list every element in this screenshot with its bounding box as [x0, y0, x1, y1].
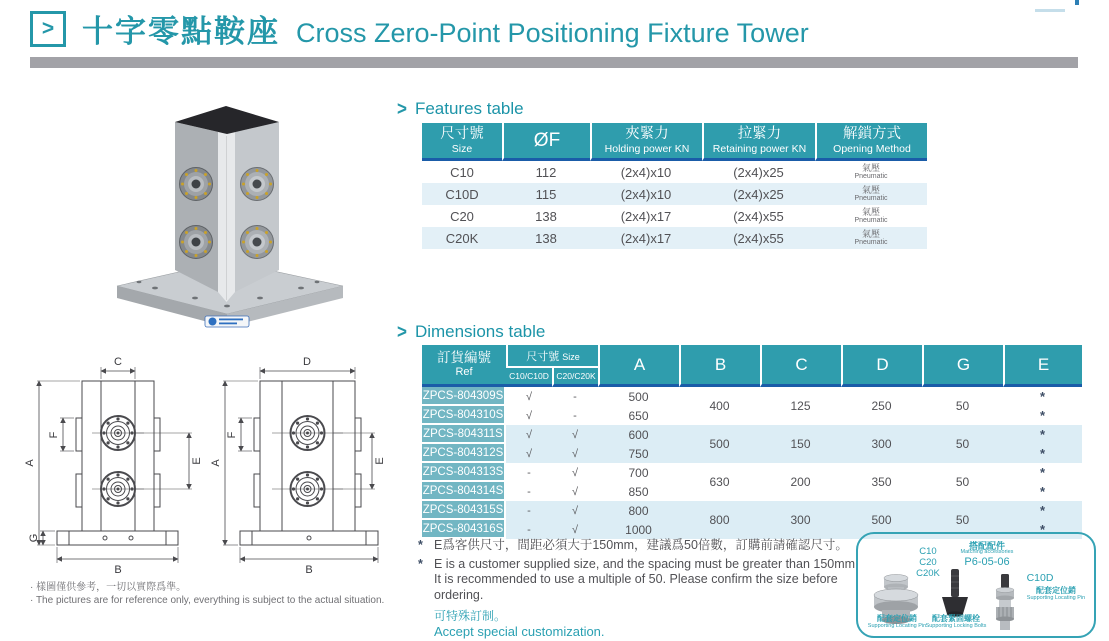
table-row	[422, 425, 1082, 444]
table-row	[422, 205, 927, 227]
dim-label-f: F	[226, 431, 238, 439]
cell-c20: √	[552, 520, 598, 539]
cell-a: 850	[598, 482, 679, 501]
zero-point-chuck	[180, 226, 213, 259]
cell-a: 1000	[598, 520, 679, 539]
accessories-model-c10d: C10D	[1026, 572, 1054, 584]
col-header-ref: 訂貨編號 Ref	[422, 345, 506, 387]
cell-c20: √	[552, 463, 598, 482]
col-header-size: 尺寸號 Size	[506, 345, 598, 366]
col-subheader-c10: C10/C10D	[506, 366, 552, 387]
page-title	[82, 6, 809, 51]
dim-label-a: A	[24, 459, 36, 467]
table-row	[422, 501, 1082, 520]
customization-note	[434, 609, 866, 639]
cell-a: 700	[598, 463, 679, 482]
cell-size: C10	[450, 164, 474, 180]
dimension-drawing-left	[24, 355, 210, 577]
cell-g: 50	[922, 501, 1003, 539]
cell-c10: -	[506, 501, 552, 520]
page-title-zh: 十字零點鞍座	[82, 14, 280, 49]
cell-c: 150	[760, 425, 841, 463]
cell-of: 112	[535, 164, 557, 180]
cell-opening: 氣壓 Pneumatic	[815, 227, 927, 249]
corner-artifact-line	[1035, 9, 1065, 12]
customization-note-zh: 可特殊訂制。	[434, 609, 507, 623]
cell-opening: 氣壓 Pneumatic	[854, 206, 888, 224]
cell-a: 650	[598, 406, 679, 425]
col-header-b: B	[679, 345, 760, 387]
cell-ref: ZPCS-804311S	[422, 425, 506, 444]
section-label: Dimensions table	[414, 322, 546, 341]
locating-pin-caption: 配套定位銷 Supporting Locating Pin	[867, 614, 927, 629]
customization-note-en: Accept special customization.	[434, 624, 605, 639]
accessories-model-list: C10 C20 C20K	[916, 546, 940, 579]
cell-e: *	[1003, 463, 1082, 482]
cell-retaining: (2x4)x55	[702, 227, 815, 249]
reference-note	[30, 581, 384, 607]
cell-c: 300	[760, 501, 841, 539]
col-header-a: A	[598, 345, 679, 387]
table-row	[422, 183, 927, 205]
locating-pin-c10d-image	[992, 574, 1018, 632]
bullet: ·	[30, 595, 34, 606]
table-row	[422, 227, 927, 249]
corner-artifact-dot	[1075, 0, 1079, 5]
bullet: ·	[30, 582, 34, 593]
cell-retaining: (2x4)x55	[733, 208, 784, 224]
cell-a: 800	[598, 501, 679, 520]
cell-holding: (2x4)x10	[590, 183, 702, 205]
cell-c10: √	[506, 425, 552, 444]
cell-b: 630	[679, 463, 760, 501]
col-header-d: D	[841, 345, 922, 387]
cell-ref: ZPCS-804314S	[422, 482, 506, 501]
cell-ref: ZPCS-804310S	[422, 406, 506, 425]
col-header-size: 尺寸號 Size	[422, 123, 502, 161]
cell-ref: ZPCS-804316S	[422, 520, 506, 539]
col-header-holding: 夾緊力 Holding power KN	[590, 123, 702, 161]
cell-e: *	[1003, 406, 1082, 425]
accessories-title-zh: 搭配配件	[968, 541, 1005, 551]
dim-label-f: F	[48, 431, 60, 439]
locking-bolt-caption: 配套緊固螺栓 Supporting Locking Bolts	[925, 614, 987, 629]
cell-of: 138	[535, 208, 557, 224]
cell-e: *	[1003, 444, 1082, 463]
cell-opening: 氣壓 Pneumatic	[815, 183, 927, 205]
e-note-zh: E爲客供尺寸，間距必須大于150mm，建議爲50倍數，訂購前請確認尺寸。	[434, 538, 848, 552]
features-table	[422, 123, 927, 249]
cell-g: 50	[922, 425, 1003, 463]
zero-point-chuck	[241, 168, 274, 201]
dim-label-e: E	[374, 457, 386, 465]
cell-c20: √	[552, 501, 598, 520]
cell-ref: ZPCS-804313S	[422, 463, 506, 482]
cell-c: 125	[760, 387, 841, 425]
col-header-retaining: 拉緊力 Retaining power KN	[702, 123, 815, 161]
cell-c20: √	[552, 444, 598, 463]
cell-c20: -	[552, 406, 598, 425]
cell-d: 300	[841, 425, 922, 463]
cell-a: 500	[598, 387, 679, 406]
zero-point-chuck	[180, 168, 213, 201]
reference-note-en: The pictures are for reference only, everything is subject to the actual situation.	[35, 595, 385, 606]
brand-logo	[205, 316, 249, 327]
cell-retaining: (2x4)x25	[733, 164, 784, 180]
dimension-drawing-right	[212, 355, 392, 577]
section-arrow-icon: >	[397, 320, 407, 343]
cell-ref: ZPCS-804309S	[422, 387, 506, 406]
dim-label-b: B	[114, 564, 122, 576]
cell-e: *	[1003, 387, 1082, 406]
cell-c10: √	[506, 444, 552, 463]
col-header-e: E	[1003, 345, 1082, 387]
cell-g: 50	[922, 387, 1003, 425]
reference-note-zh: 樣圖僅供參考，一切以實際爲準。	[36, 582, 187, 593]
cell-of: 138	[502, 227, 590, 249]
cell-holding: (2x4)x17	[620, 208, 672, 224]
cell-of: 115	[502, 183, 590, 205]
cell-ref: ZPCS-804312S	[422, 444, 506, 463]
cell-b: 400	[679, 387, 760, 425]
dim-label-a: A	[210, 459, 222, 467]
cell-d: 500	[841, 501, 922, 539]
cell-holding: (2x4)x17	[590, 227, 702, 249]
section-label: Features table	[414, 99, 524, 118]
arrow-glyph: >	[41, 17, 55, 40]
cell-c10: √	[506, 406, 552, 425]
cell-c20: √	[552, 425, 598, 444]
cell-a: 750	[598, 444, 679, 463]
locking-bolt-image	[940, 568, 970, 618]
cell-e: *	[1003, 425, 1082, 444]
cell-g: 50	[922, 463, 1003, 501]
accessories-title-en: Matching accessories	[960, 549, 1014, 555]
asterisk: *	[418, 556, 423, 571]
cell-e: *	[1003, 520, 1082, 539]
accessories-part-number: P6-05-06	[964, 556, 1010, 568]
dim-label-e: E	[191, 457, 203, 465]
features-section-title	[397, 99, 524, 119]
asterisk: *	[418, 538, 423, 552]
cell-e: *	[1003, 482, 1082, 501]
col-header-c: C	[760, 345, 841, 387]
page-title-en: Cross Zero-Point Positioning Fixture Tower	[296, 18, 809, 48]
dim-label-d: D	[303, 356, 311, 368]
col-header-g: G	[922, 345, 1003, 387]
dimensions-section-title	[397, 322, 545, 342]
product-photo	[55, 84, 370, 334]
cell-size: C20	[450, 208, 474, 224]
table-row	[422, 387, 1082, 406]
table-row	[422, 463, 1082, 482]
cell-ref: ZPCS-804315S	[422, 501, 506, 520]
col-header-of: ØF	[502, 123, 590, 161]
cell-b: 800	[679, 501, 760, 539]
matching-accessories-box	[856, 532, 1096, 638]
col-subheader-c20: C20/C20K	[552, 366, 598, 387]
dim-label-c: C	[114, 356, 122, 368]
header-divider-bar	[30, 57, 1078, 68]
cell-opening: 氣壓 Pneumatic	[854, 162, 888, 180]
dim-label-b: B	[305, 564, 313, 576]
cell-e: *	[1003, 501, 1082, 520]
cell-b: 500	[679, 425, 760, 463]
cell-c10: -	[506, 520, 552, 539]
zero-point-chuck	[241, 226, 274, 259]
table-row	[422, 161, 927, 183]
cell-c10: -	[506, 482, 552, 501]
e-note-en: E is a customer supplied size, and the spacing must be greater than 150mm. It is recommended to use a multiple of 50. Please confirm the size before ordering.	[434, 556, 859, 602]
cell-d: 250	[841, 387, 922, 425]
cell-c: 200	[760, 463, 841, 501]
dim-label-g: G	[28, 533, 40, 543]
cell-size: C10D	[422, 183, 502, 205]
cell-c10: √	[506, 387, 552, 406]
locating-pin-c10d-caption: 配套定位銷 Supporting Locating Pin	[1026, 586, 1086, 601]
cell-d: 350	[841, 463, 922, 501]
e-dimension-notes	[418, 538, 866, 639]
cell-size: C20K	[422, 227, 502, 249]
cell-a: 600	[598, 425, 679, 444]
cell-c10: -	[506, 463, 552, 482]
cell-holding: (2x4)x10	[620, 164, 672, 180]
header-arrow-box-icon	[30, 11, 66, 47]
cell-retaining: (2x4)x25	[702, 183, 815, 205]
dimensions-table	[422, 345, 1082, 539]
cell-c20: √	[552, 482, 598, 501]
cell-c20: -	[552, 387, 598, 406]
section-arrow-icon: >	[397, 97, 407, 120]
col-header-opening: 解鎖方式 Opening Method	[815, 123, 927, 161]
